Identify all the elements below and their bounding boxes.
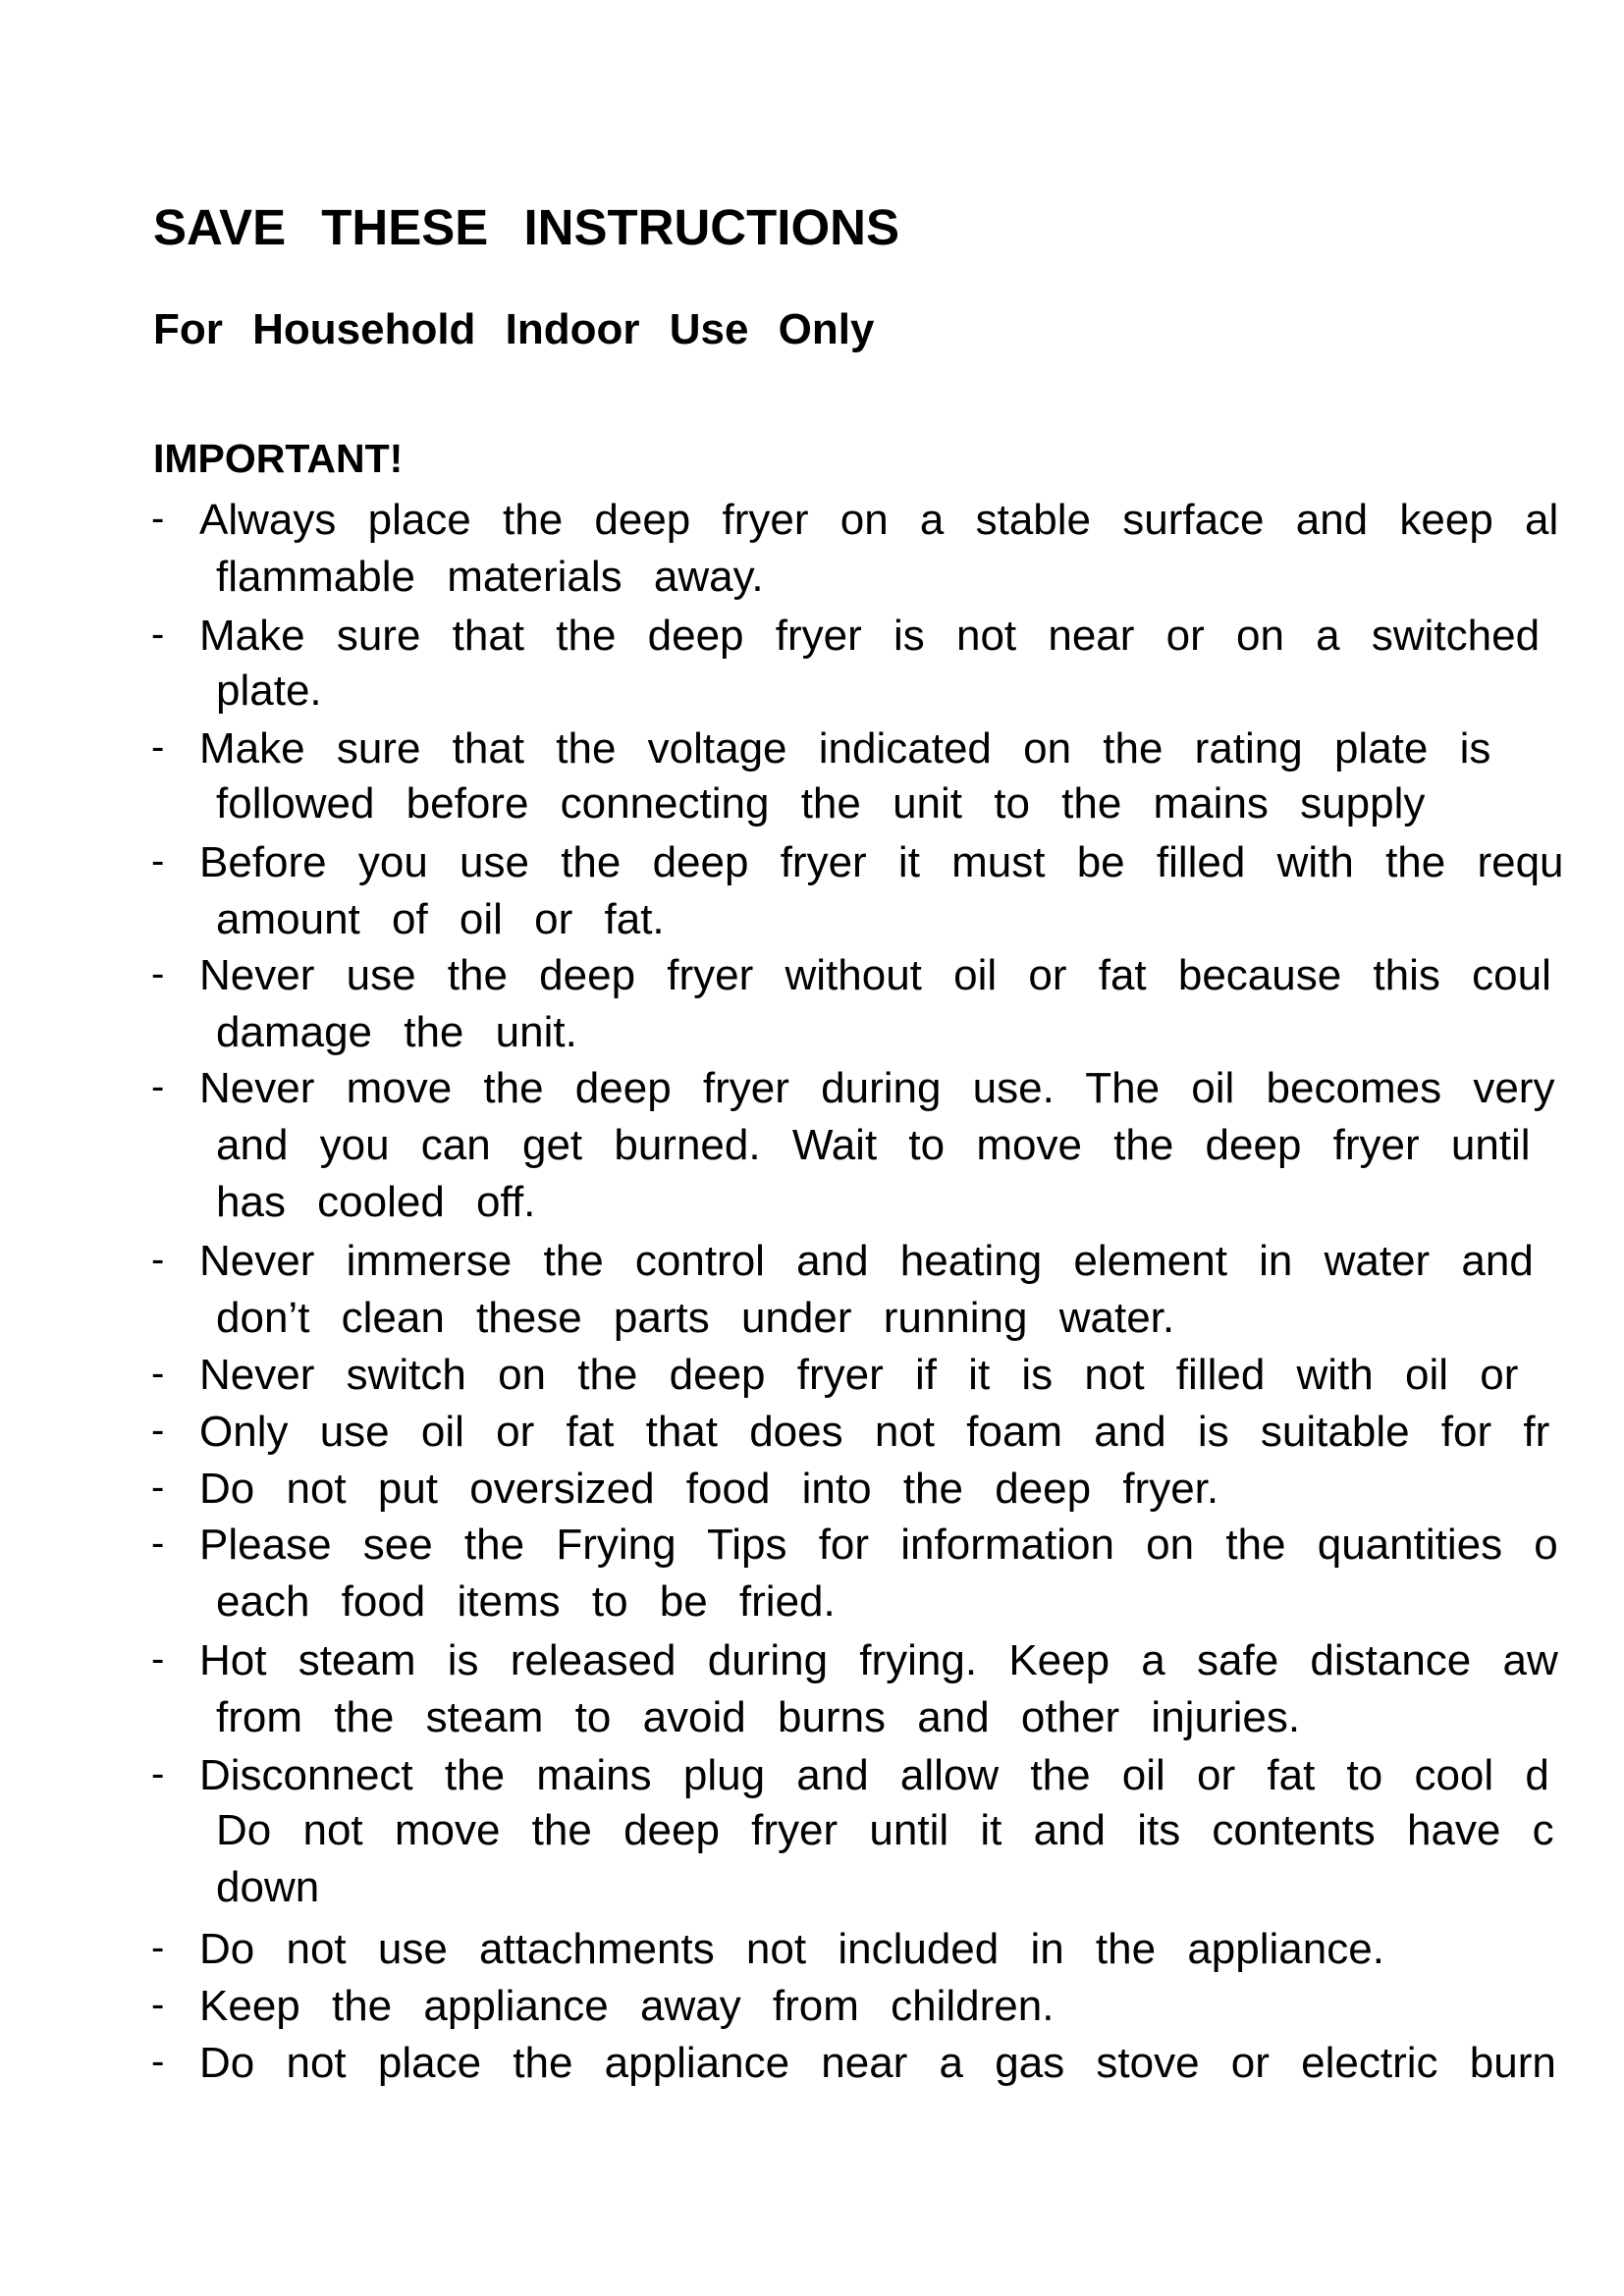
instruction-text: Before you use the deep fryer it must be filled with the requ: [199, 838, 1564, 886]
instruction-text: Never switch on the deep fryer if it is not filled with oil or: [199, 1351, 1519, 1399]
instruction-continuation: and you can get burned. Wait to move the deep fryer until: [216, 1121, 1531, 1169]
instruction-continuation: damage the unit.: [216, 1008, 577, 1056]
document-subtitle: For Household Indoor Use Only: [153, 305, 875, 353]
instruction-continuation: has cooled off.: [216, 1178, 536, 1226]
instruction-continuation: flammable materials away.: [216, 553, 764, 601]
bullet-marker: -: [151, 613, 165, 656]
instruction-continuation: Do not move the deep fryer until it and its contents have c: [216, 1806, 1554, 1854]
bullet-marker: -: [151, 1238, 165, 1281]
bullet-marker: -: [151, 1522, 165, 1565]
instruction-text: Make sure that the voltage indicated on the rating plate is: [199, 724, 1491, 773]
instruction-text: Do not put oversized food into the deep fryer.: [199, 1465, 1219, 1513]
bullet-marker: -: [151, 1983, 165, 2026]
bullet-marker: -: [151, 839, 165, 882]
bullet-marker: -: [151, 1409, 165, 1452]
document-title: SAVE THESE INSTRUCTIONS: [153, 199, 899, 255]
bullet-marker: -: [151, 1926, 165, 1969]
instruction-text: Hot steam is released during frying. Keep a safe distance aw: [199, 1636, 1558, 1684]
instruction-text: Never use the deep fryer without oil or fat because this coul: [199, 951, 1551, 999]
bullet-marker: -: [151, 1352, 165, 1395]
bullet-marker: -: [151, 2040, 165, 2083]
instruction-text: Do not place the appliance near a gas stove or electric burn: [199, 2039, 1556, 2087]
bullet-marker: -: [151, 1637, 165, 1681]
important-heading: IMPORTANT!: [153, 436, 404, 481]
bullet-marker: -: [151, 1752, 165, 1795]
bullet-marker: -: [151, 497, 165, 540]
instruction-continuation: down: [216, 1863, 320, 1911]
instruction-continuation: don’t clean these parts under running water.: [216, 1294, 1175, 1342]
instruction-text: Always place the deep fryer on a stable surface and keep al: [199, 496, 1559, 544]
instruction-text: Never immerse the control and heating element in water and: [199, 1237, 1534, 1285]
bullet-marker: -: [151, 952, 165, 995]
bullet-marker: -: [151, 1065, 165, 1108]
instruction-text: Keep the appliance away from children.: [199, 1982, 1055, 2030]
bullet-marker: -: [151, 1466, 165, 1509]
instruction-text: Make sure that the deep fryer is not near or on a switched: [199, 612, 1541, 660]
instruction-text: Please see the Frying Tips for information on the quantities o: [199, 1521, 1558, 1569]
instruction-continuation: followed before connecting the unit to the mains supply: [216, 779, 1426, 828]
instruction-text: Only use oil or fat that does not foam and is suitable for fr: [199, 1408, 1550, 1456]
instruction-text: Do not use attachments not included in the appliance.: [199, 1925, 1384, 1973]
instruction-continuation: each food items to be fried.: [216, 1577, 836, 1626]
instruction-continuation: amount of oil or fat.: [216, 895, 665, 943]
instruction-continuation: plate.: [216, 667, 322, 715]
instruction-text: Disconnect the mains plug and allow the oil or fat to cool d: [199, 1751, 1549, 1799]
instruction-continuation: from the steam to avoid burns and other injuries.: [216, 1693, 1301, 1741]
instruction-text: Never move the deep fryer during use. The oil becomes very: [199, 1064, 1555, 1112]
bullet-marker: -: [151, 725, 165, 769]
